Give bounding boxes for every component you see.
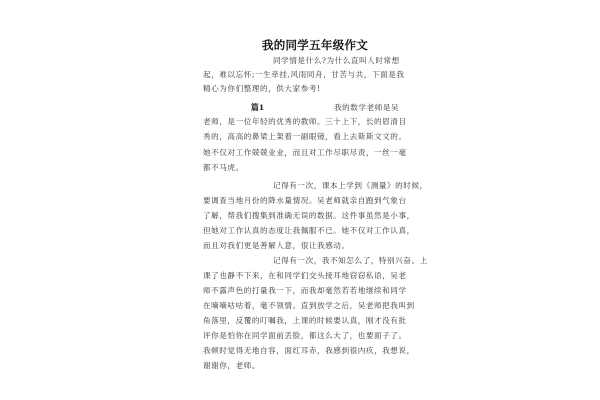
paragraph-line: 她不仅对工作兢兢业业，而且对工作尽职尽责，一丝一毫 [203,148,407,157]
section-heading-tail: 我的数学老师是吴 [334,103,400,112]
paragraph-line: 记得有一次，我不知怎么了，特别兴奋。上 [273,256,428,265]
section-heading: 篇1 [251,103,265,112]
paragraph-line: 秀的，高高的鼻梁上架着一副眼镜，看上去斯斯文文的。 [203,132,407,141]
paragraph-line: 谢谢你，老师。 [203,361,261,370]
paragraph-line: 我顿时觉得无地自容，面红耳赤，我感到很内疚，我想说， [203,346,415,355]
document-page [197,0,433,400]
paragraph-line: 课了也静不下来，在和同学们交头接耳地窃窃私语，吴老 [203,271,407,280]
paragraph-line: 在嘀嘀咕咕着，毫不领情。直到放学之后，吴老师把我叫到 [203,301,415,310]
paragraph-line: 要调查当地月份的降水量情况。吴老师就亲自跑到气象台 [203,196,407,205]
document-title: 我的同学五年级作文 [261,38,369,52]
paragraph-line: 而且对我们更是善解人意，很让我感动。 [203,241,350,250]
intro-line: 精心为你们整理的，供大家参考! [203,84,321,93]
paragraph-line: 记得有一次，课本上学到《测量》的时候， [273,181,428,190]
paragraph-line: 老师，是一位年轻的优秀的教师。三十上下，长的眉清目 [203,117,407,126]
paragraph-line: 角落里，反覆的叮嘱我，上课的时候要认真，刚才没有批 [203,316,407,325]
paragraph-line: 但她对工作认真的态度让我佩服不已。她不仅对工作认真， [203,226,415,235]
intro-line: 起，难以忘怀;一生牵挂,风雨同舟，甘苦与共，下面是我 [203,70,405,79]
paragraph-line: 师不露声色的打量我一下，而我却毫然若若地继续和同学 [203,286,407,295]
paragraph-line: 都不马虎。 [203,163,244,172]
intro-line: 同学情是什么?为什么直叫人时常想 [273,56,400,65]
paragraph-line: 了解，帮我们搜集到准确无误的数据。这件事虽然是小事， [203,211,415,220]
paragraph-line: 评你是怕你在同学面前丢脸，都这么大了，也要面子了。 [203,331,407,340]
